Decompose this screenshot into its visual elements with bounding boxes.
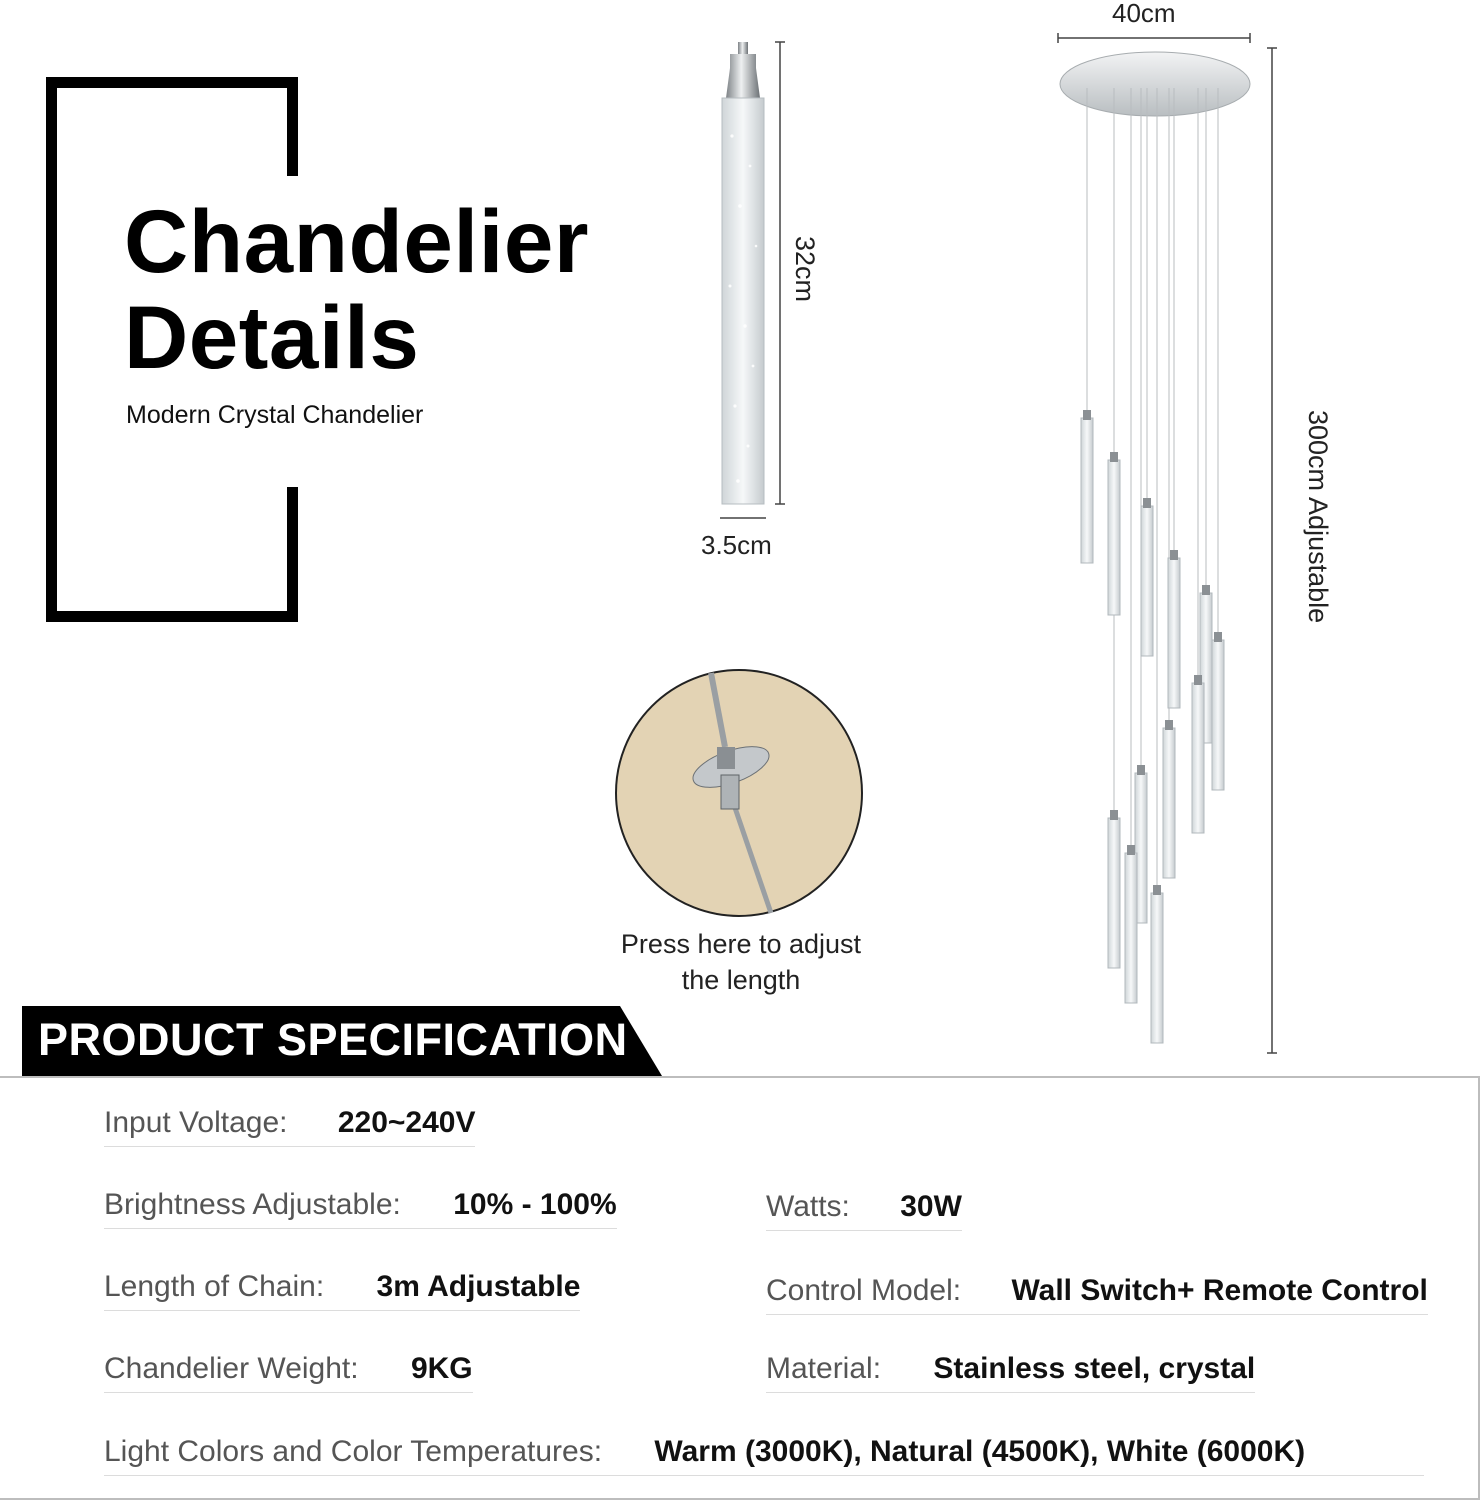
- spec-value: 30W: [900, 1190, 962, 1223]
- title-frame-top: [46, 77, 298, 88]
- spec-label: Input Voltage:: [104, 1106, 288, 1139]
- tube-height-label: 32cm: [790, 236, 820, 303]
- spec-value: 9KG: [410, 1352, 473, 1385]
- detail-caption-line-2: the length: [681, 965, 801, 995]
- spec-value: 220~240V: [337, 1106, 476, 1139]
- length-adjuster-detail: [613, 667, 865, 919]
- detail-caption: [600, 926, 882, 998]
- spec-light-colors: [104, 1435, 1424, 1476]
- title-frame-right-bottom: [287, 487, 298, 622]
- page-subtitle: Modern Crystal Chandelier: [126, 401, 424, 429]
- canopy-width-label: 40cm: [1112, 0, 1176, 28]
- chandelier-illustration: [1050, 28, 1290, 1068]
- spec-value: Warm (3000K), Natural (4500K), White (6000K): [654, 1435, 1306, 1468]
- spec-value: Wall Switch+ Remote Control: [1011, 1274, 1428, 1307]
- title-frame-right-top: [287, 77, 298, 176]
- spec-weight: [104, 1352, 473, 1393]
- spec-label: Watts:: [766, 1190, 850, 1223]
- spec-chain-length: [104, 1270, 580, 1311]
- title-line-1: Chandelier: [124, 191, 589, 291]
- detail-caption-line-1: Press here to adjust: [620, 929, 862, 959]
- spec-control-model: [766, 1274, 1428, 1315]
- spec-value: Stainless steel, crystal: [933, 1352, 1256, 1385]
- spec-label: Material:: [766, 1352, 882, 1385]
- spec-label: Light Colors and Color Temperatures:: [104, 1435, 603, 1468]
- spec-label: Control Model:: [766, 1274, 962, 1307]
- spec-value: 10% - 100%: [453, 1188, 617, 1221]
- spec-label: Brightness Adjustable:: [104, 1188, 401, 1221]
- spec-banner-title: PRODUCT SPECIFICATION: [38, 1014, 628, 1065]
- spec-input-voltage: [104, 1106, 475, 1147]
- title-frame-left: [46, 77, 57, 622]
- page-title: [124, 193, 589, 385]
- spec-value: 3m Adjustable: [376, 1270, 581, 1303]
- spec-label: Chandelier Weight:: [104, 1352, 359, 1385]
- spec-material: [766, 1352, 1255, 1393]
- spec-watts: [766, 1190, 962, 1231]
- tube-width-label: 3.5cm: [701, 530, 772, 560]
- spec-label: Length of Chain:: [104, 1270, 325, 1303]
- title-frame-bottom: [46, 611, 298, 622]
- total-height-label: 300cm Adjustable: [1303, 410, 1333, 624]
- spec-brightness: [104, 1188, 617, 1229]
- title-line-2: Details: [124, 287, 420, 387]
